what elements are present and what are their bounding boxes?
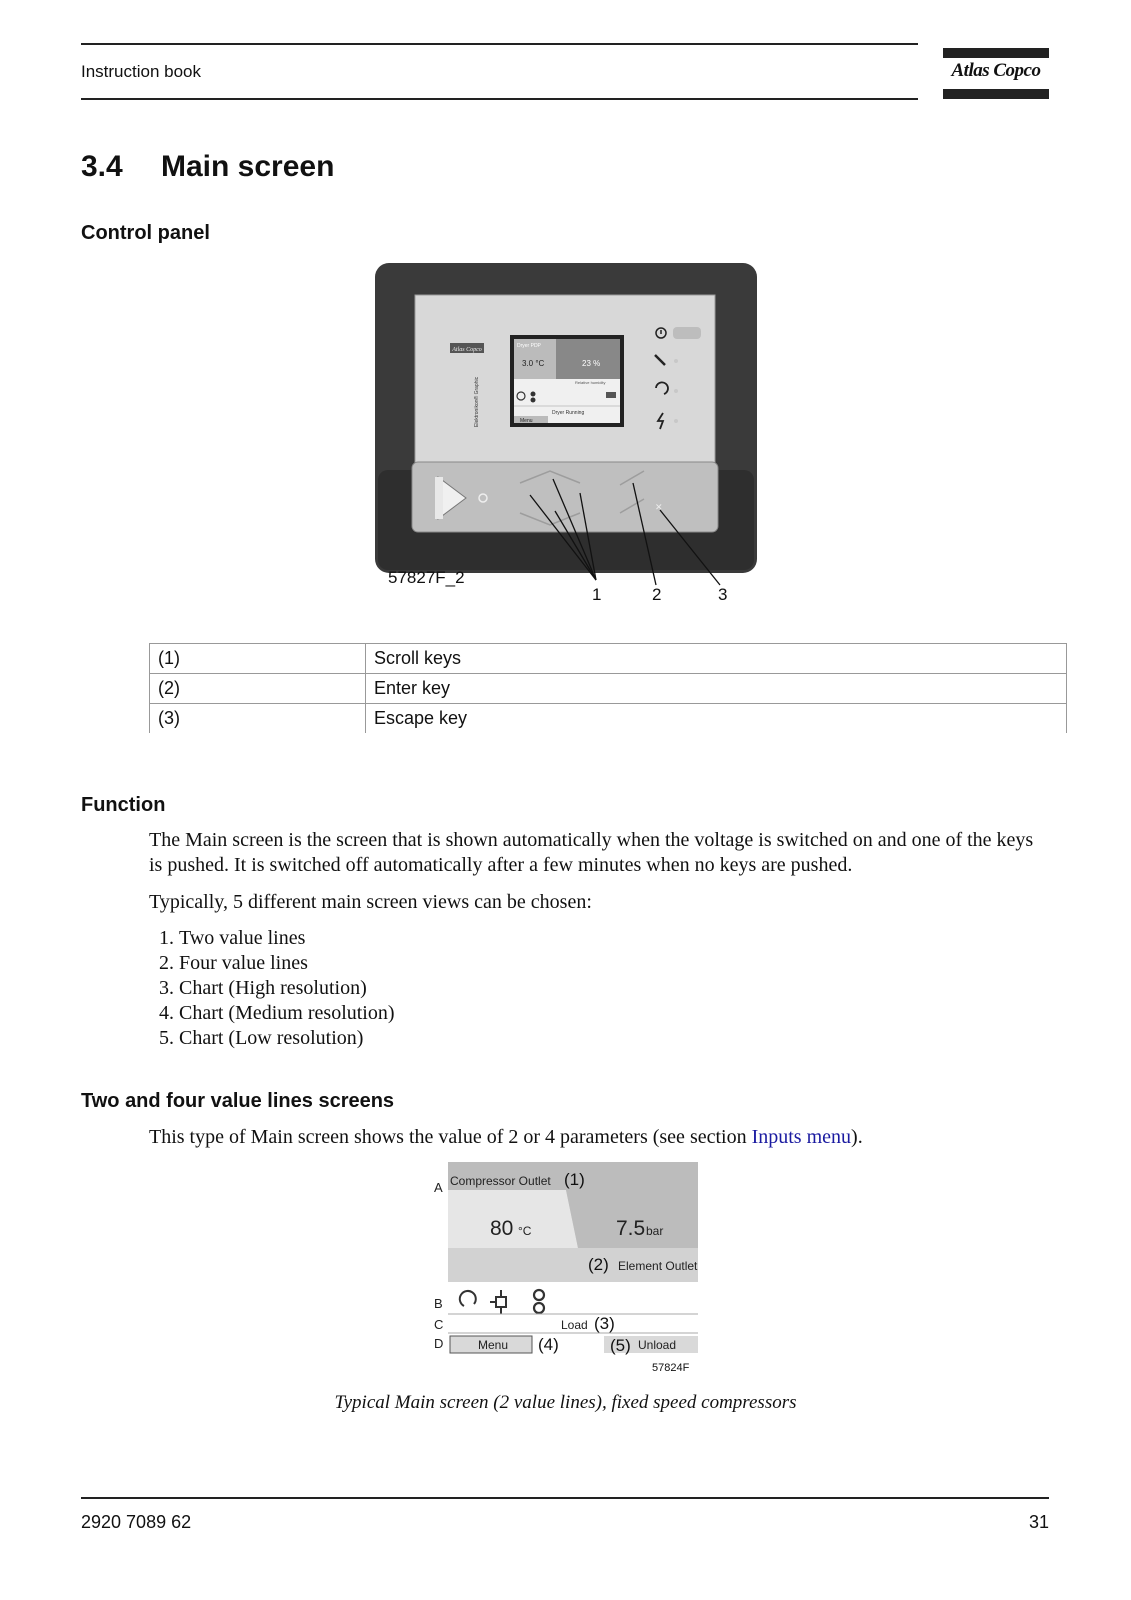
table-cell-ref: (1) xyxy=(150,644,366,674)
value-lines-paragraph xyxy=(149,1125,1049,1150)
top-ref: (1) xyxy=(564,1170,585,1189)
panel-brand: Atlas Copco xyxy=(452,347,482,353)
display-top-label: Dryer PDP xyxy=(517,343,541,349)
header-top-rule xyxy=(81,43,918,45)
inputs-menu-link[interactable]: Inputs menu xyxy=(751,1126,852,1148)
row-letter-b: B xyxy=(434,1296,443,1311)
header-bottom-rule xyxy=(81,98,918,100)
screen-figure-id: 57824F xyxy=(652,1362,690,1374)
escape-key-icon: ✕ xyxy=(655,502,663,512)
display-right-label: Relative humidity xyxy=(575,380,606,385)
main-screen-figure xyxy=(428,1162,708,1377)
value-lines-text: This type of Main screen shows the value of 2 or 4 parameters (see section xyxy=(149,1126,752,1148)
views-list xyxy=(149,926,395,1051)
value-lines-text-end: ). xyxy=(851,1126,863,1148)
menu-button-label: Menu xyxy=(478,1338,509,1352)
callout-3: 3 xyxy=(718,585,728,604)
bottom-label: Element Outlet xyxy=(618,1259,698,1273)
display-status: Dryer Running xyxy=(552,410,585,416)
row-letter-a: A xyxy=(434,1180,443,1195)
panel-vertical-text: Elektronikon® Graphic xyxy=(474,376,480,427)
top-label: Compressor Outlet xyxy=(450,1174,551,1188)
figure-id: 57827F_2 xyxy=(388,568,465,587)
footer-page-number: 31 xyxy=(1028,1512,1049,1532)
figure-caption: Typical Main screen (2 value lines), fixed speed compressors xyxy=(334,1392,797,1413)
section-title-text: Main screen xyxy=(161,150,335,183)
function-paragraph-2: Typically, 5 different main screen views can be chosen: xyxy=(149,891,592,913)
section-title xyxy=(81,150,334,184)
callout-1: 1 xyxy=(592,585,602,604)
function-paragraph-1: The Main screen is the screen that is shown automatically when the voltage is switched on and one of the keys is pushed. It is switched off automatically after a few minutes when no keys are pushed. xyxy=(149,829,1034,876)
table-cell-desc: Scroll keys xyxy=(366,644,1067,674)
unload-label: Unload xyxy=(638,1338,677,1352)
unload-ref: (5) xyxy=(610,1336,631,1355)
keys-table xyxy=(149,643,1067,733)
footer-doc-number: 2920 7089 62 xyxy=(81,1512,192,1532)
table-cell-desc: Escape key xyxy=(366,704,1067,734)
table-cell-desc: Enter key xyxy=(366,674,1067,704)
logo-text: Atlas Copco xyxy=(951,60,1041,81)
table-row xyxy=(150,644,1067,674)
value-lines-heading: Two and four value lines screens xyxy=(81,1090,395,1112)
list-item: 2. Four value lines xyxy=(179,951,395,976)
function-heading: Function xyxy=(81,794,166,816)
table-cell-ref: (2) xyxy=(150,674,366,704)
display-value-right: 23 % xyxy=(582,359,601,368)
value-right: 7.5 xyxy=(616,1217,646,1240)
display-menu: Menu xyxy=(520,418,533,424)
header-title: Instruction book xyxy=(81,62,202,81)
display-value-left: 3.0 °C xyxy=(522,359,545,368)
list-item: 3. Chart (High resolution) xyxy=(179,976,395,1001)
status-ref: (3) xyxy=(594,1314,615,1333)
table-row xyxy=(150,674,1067,704)
list-item: 1. Two value lines xyxy=(179,926,395,951)
row-letter-d: D xyxy=(434,1336,444,1351)
control-panel-figure xyxy=(370,255,770,625)
bottom-ref: (2) xyxy=(588,1255,609,1274)
section-number: 3.4 xyxy=(81,150,123,183)
footer-rule xyxy=(81,1497,1049,1499)
list-item: 5. Chart (Low resolution) xyxy=(179,1026,395,1051)
unit-right: bar xyxy=(646,1224,664,1238)
list-item: 4. Chart (Medium resolution) xyxy=(179,1001,395,1026)
table-row xyxy=(150,704,1067,734)
status-text: Load xyxy=(561,1318,588,1332)
row-letter-c: C xyxy=(434,1317,444,1332)
menu-ref: (4) xyxy=(538,1335,559,1354)
control-panel-heading: Control panel xyxy=(81,222,210,244)
value-left: 80 xyxy=(490,1217,514,1240)
unit-left: °C xyxy=(518,1224,532,1238)
callout-2: 2 xyxy=(652,585,662,604)
table-cell-ref: (3) xyxy=(150,704,366,734)
